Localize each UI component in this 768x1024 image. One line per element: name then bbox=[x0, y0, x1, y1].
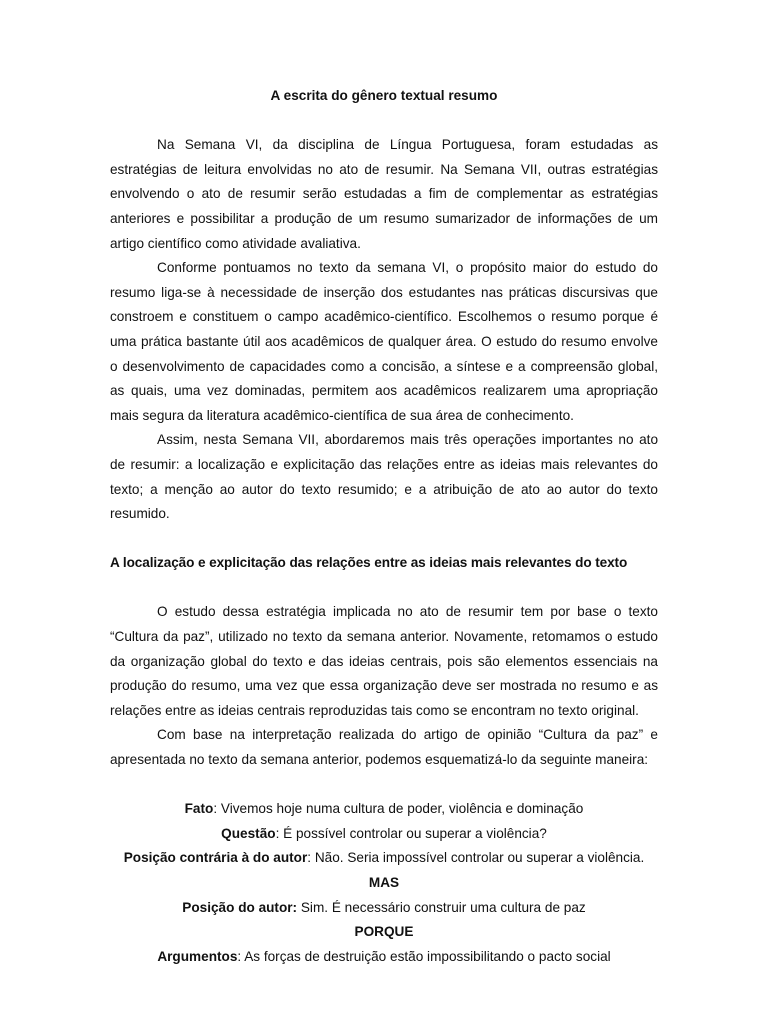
section-paragraph-2: Com base na interpretação realizada do artigo de opinião “Cultura da paz” e apresentada no texto da semana anterior, podemos esquematizá-lo da seguinte maneira: bbox=[110, 727, 658, 768]
intro-paragraph-1: Na Semana VI, da disciplina de Língua Portuguesa, foram estudadas as estratégias de leitura envolvidas no ato de resumir. Na Semana VII, outras estratégias envolvendo o ato de resumir serão estudadas a fim de complementar as estratégias anteriores e possibilitar a produção de um resumo sumarizador de informações de um artigo científico como atividade avaliativa. bbox=[110, 137, 658, 251]
document-page bbox=[110, 84, 658, 969]
intro-paragraph-2: Conforme pontuamos no texto da semana VI, o propósito maior do estudo do resumo liga-se à necessidade de inserção dos estudantes nas práticas discursivas que constroem e constituem o campo acadêmico-científico. Escolhemos o resumo porque é uma prática bastante útil aos acadêmicos de qualquer área. O estudo do resumo envolve o desenvolvimento de capacidades como a concisão, a síntese e a compreensão global, as quais, uma vez dominadas, permitem aos acadêmicos realizarem uma apropriação mais segura da literatura acadêmico-científica de sua área de conhecimento. bbox=[110, 260, 658, 423]
schema-questao bbox=[110, 822, 658, 847]
schema-posicao-autor-label: Posição do autor: bbox=[182, 899, 298, 915]
argument-schema bbox=[110, 797, 658, 969]
schema-fato bbox=[110, 797, 658, 822]
schema-questao-label: Questão bbox=[221, 825, 276, 841]
schema-argumentos bbox=[110, 945, 658, 970]
intro-paragraph-3: Assim, nesta Semana VII, abordaremos mais três operações importantes no ato de resumir: a localização e explicitação das relações entre as ideias mais relevantes do texto; a menção ao autor do texto resumido; e a atribuição de ato ao autor do texto resumido. bbox=[110, 432, 658, 522]
schema-posicao-autor-text: Sim. É necessário construir uma cultura de paz bbox=[297, 899, 586, 915]
schema-posicao-autor bbox=[110, 896, 658, 921]
schema-fato-text: : Vivemos hoje numa cultura de poder, violência e dominação bbox=[213, 801, 584, 817]
section-heading: A localização e explicitação das relações entre as ideias mais relevantes do texto bbox=[110, 555, 628, 571]
schema-connector-mas: MAS bbox=[368, 875, 400, 890]
schema-posicao-contraria bbox=[110, 846, 658, 871]
schema-posicao-contraria-label: Posição contrária à do autor bbox=[123, 850, 308, 866]
schema-argumentos-text: : As forças de destruição estão impossibilitando o pacto social bbox=[237, 948, 611, 964]
document-title: A escrita do gênero textual resumo bbox=[270, 88, 498, 103]
schema-argumentos-label: Argumentos bbox=[157, 948, 238, 964]
schema-fato-label: Fato bbox=[184, 801, 214, 817]
schema-questao-text: : É possível controlar ou superar a violência? bbox=[275, 825, 547, 841]
section-paragraph-1: O estudo dessa estratégia implicada no ato de resumir tem por base o texto “Cultura da paz”, utilizado no texto da semana anterior. Novamente, retomamos o estudo da organização global do texto e das ideias centrais, pois são elementos essenciais na produção do resumo, uma vez que essa organização deve ser mostrada no resumo e as relações entre as ideias centrais reproduzidas tais como se encontram no texto original. bbox=[110, 604, 658, 718]
schema-connector-porque: PORQUE bbox=[354, 924, 414, 940]
schema-posicao-contraria-text: : Não. Seria impossível controlar ou superar a violência. bbox=[307, 850, 645, 866]
